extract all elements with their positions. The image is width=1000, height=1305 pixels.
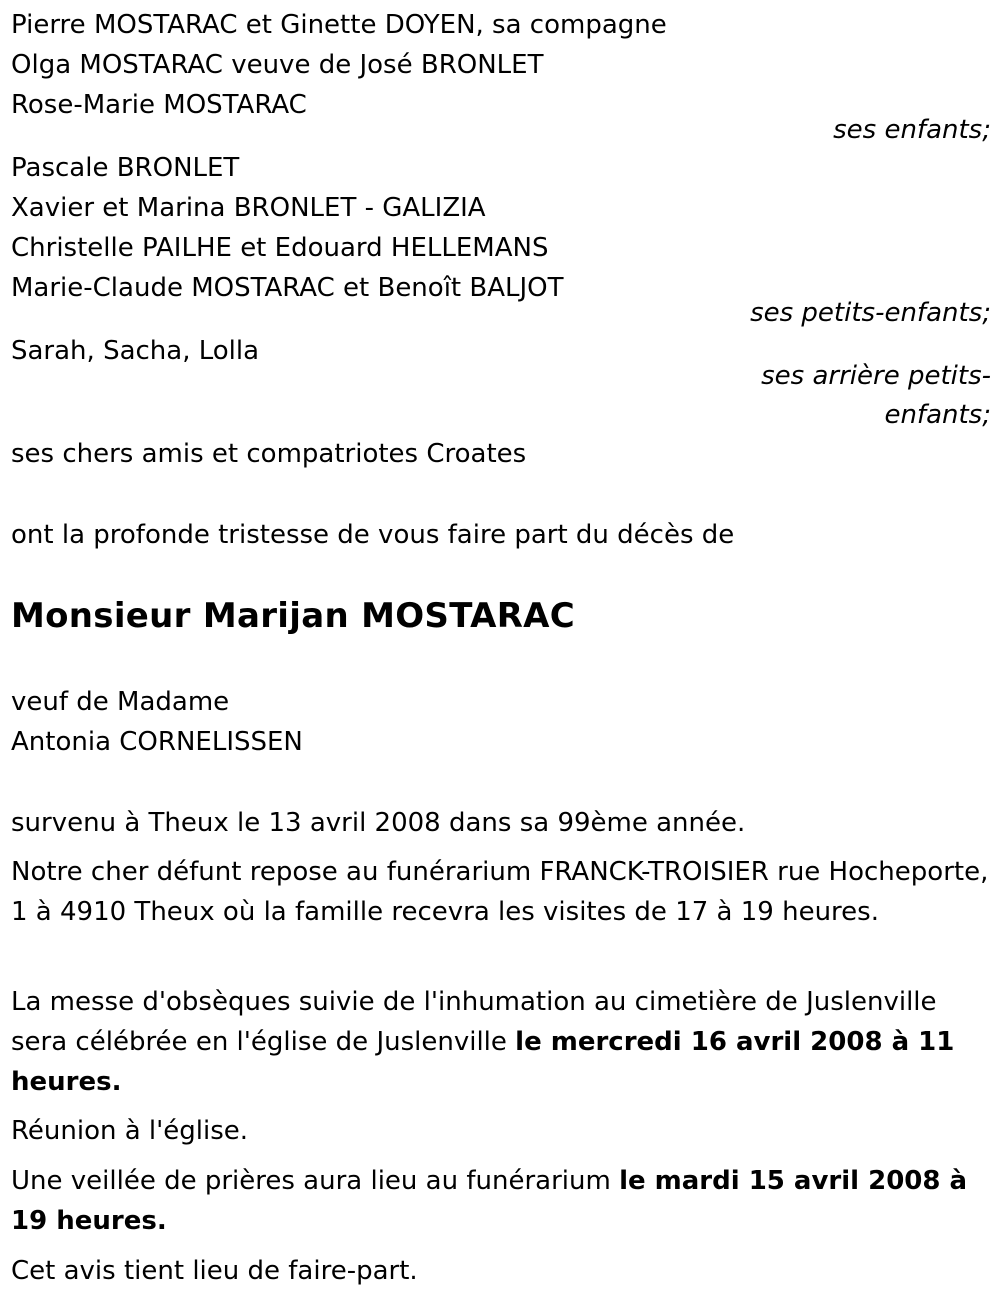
announcement-line: ont la profonde tristesse de vous faire part du décès de <box>11 520 735 550</box>
widower-line-2: Antonia CORNELISSEN <box>11 727 303 757</box>
child-line-2: Olga MOSTARAC veuve de José BRONLET <box>11 50 544 80</box>
grandchildren-role: ses petits-enfants; <box>750 298 991 328</box>
child-line-1: Pierre MOSTARAC et Ginette DOYEN, sa compagne <box>11 10 667 40</box>
meeting-line: Réunion à l'église. <box>11 1116 249 1146</box>
great-grandchildren-role-2: enfants; <box>884 400 991 430</box>
grandchild-line-1: Pascale BRONLET <box>11 153 240 183</box>
children-role: ses enfants; <box>833 115 991 145</box>
friends-line: ses chers amis et compatriotes Croates <box>11 439 527 469</box>
grandchild-line-4: Marie-Claude MOSTARAC et Benoît BALJOT <box>11 273 564 303</box>
death-details: survenu à Theux le 13 avril 2008 dans sa 99ème année. <box>11 808 746 838</box>
mass-date: le mercredi 16 avril 2008 à 11 heures. <box>11 1027 955 1097</box>
vigil-paragraph <box>11 1161 996 1241</box>
vigil-text: Une veillée de prières aura lieu au funérarium <box>11 1166 620 1196</box>
closing-line: Cet avis tient lieu de faire-part. <box>11 1256 418 1286</box>
great-grandchildren-role-1: ses arrière petits- <box>761 361 991 391</box>
child-line-3: Rose-Marie MOSTARAC <box>11 90 307 120</box>
vigil-date: le mardi 15 avril 2008 à 19 heures. <box>11 1166 968 1236</box>
deceased-name: Monsieur Marijan MOSTARAC <box>11 596 576 636</box>
mass-text: La messe d'obsèques suivie de l'inhumation au cimetière de Juslenville sera célébrée en l'église de Juslenville <box>11 987 937 1057</box>
grandchild-line-2: Xavier et Marina BRONLET - GALIZIA <box>11 193 486 223</box>
great-grandchild-line-1: Sarah, Sacha, Lolla <box>11 336 260 366</box>
grandchild-line-3: Christelle PAILHE et Edouard HELLEMANS <box>11 233 549 263</box>
funeral-home-paragraph: Notre cher défunt repose au funérarium FRANCK-TROISIER rue Hocheporte, 1 à 4910 Theux où la famille recevra les visites de 17 à 19 heures. <box>11 857 989 927</box>
widower-line-1: veuf de Madame <box>11 687 230 717</box>
mass-paragraph <box>11 982 996 1102</box>
